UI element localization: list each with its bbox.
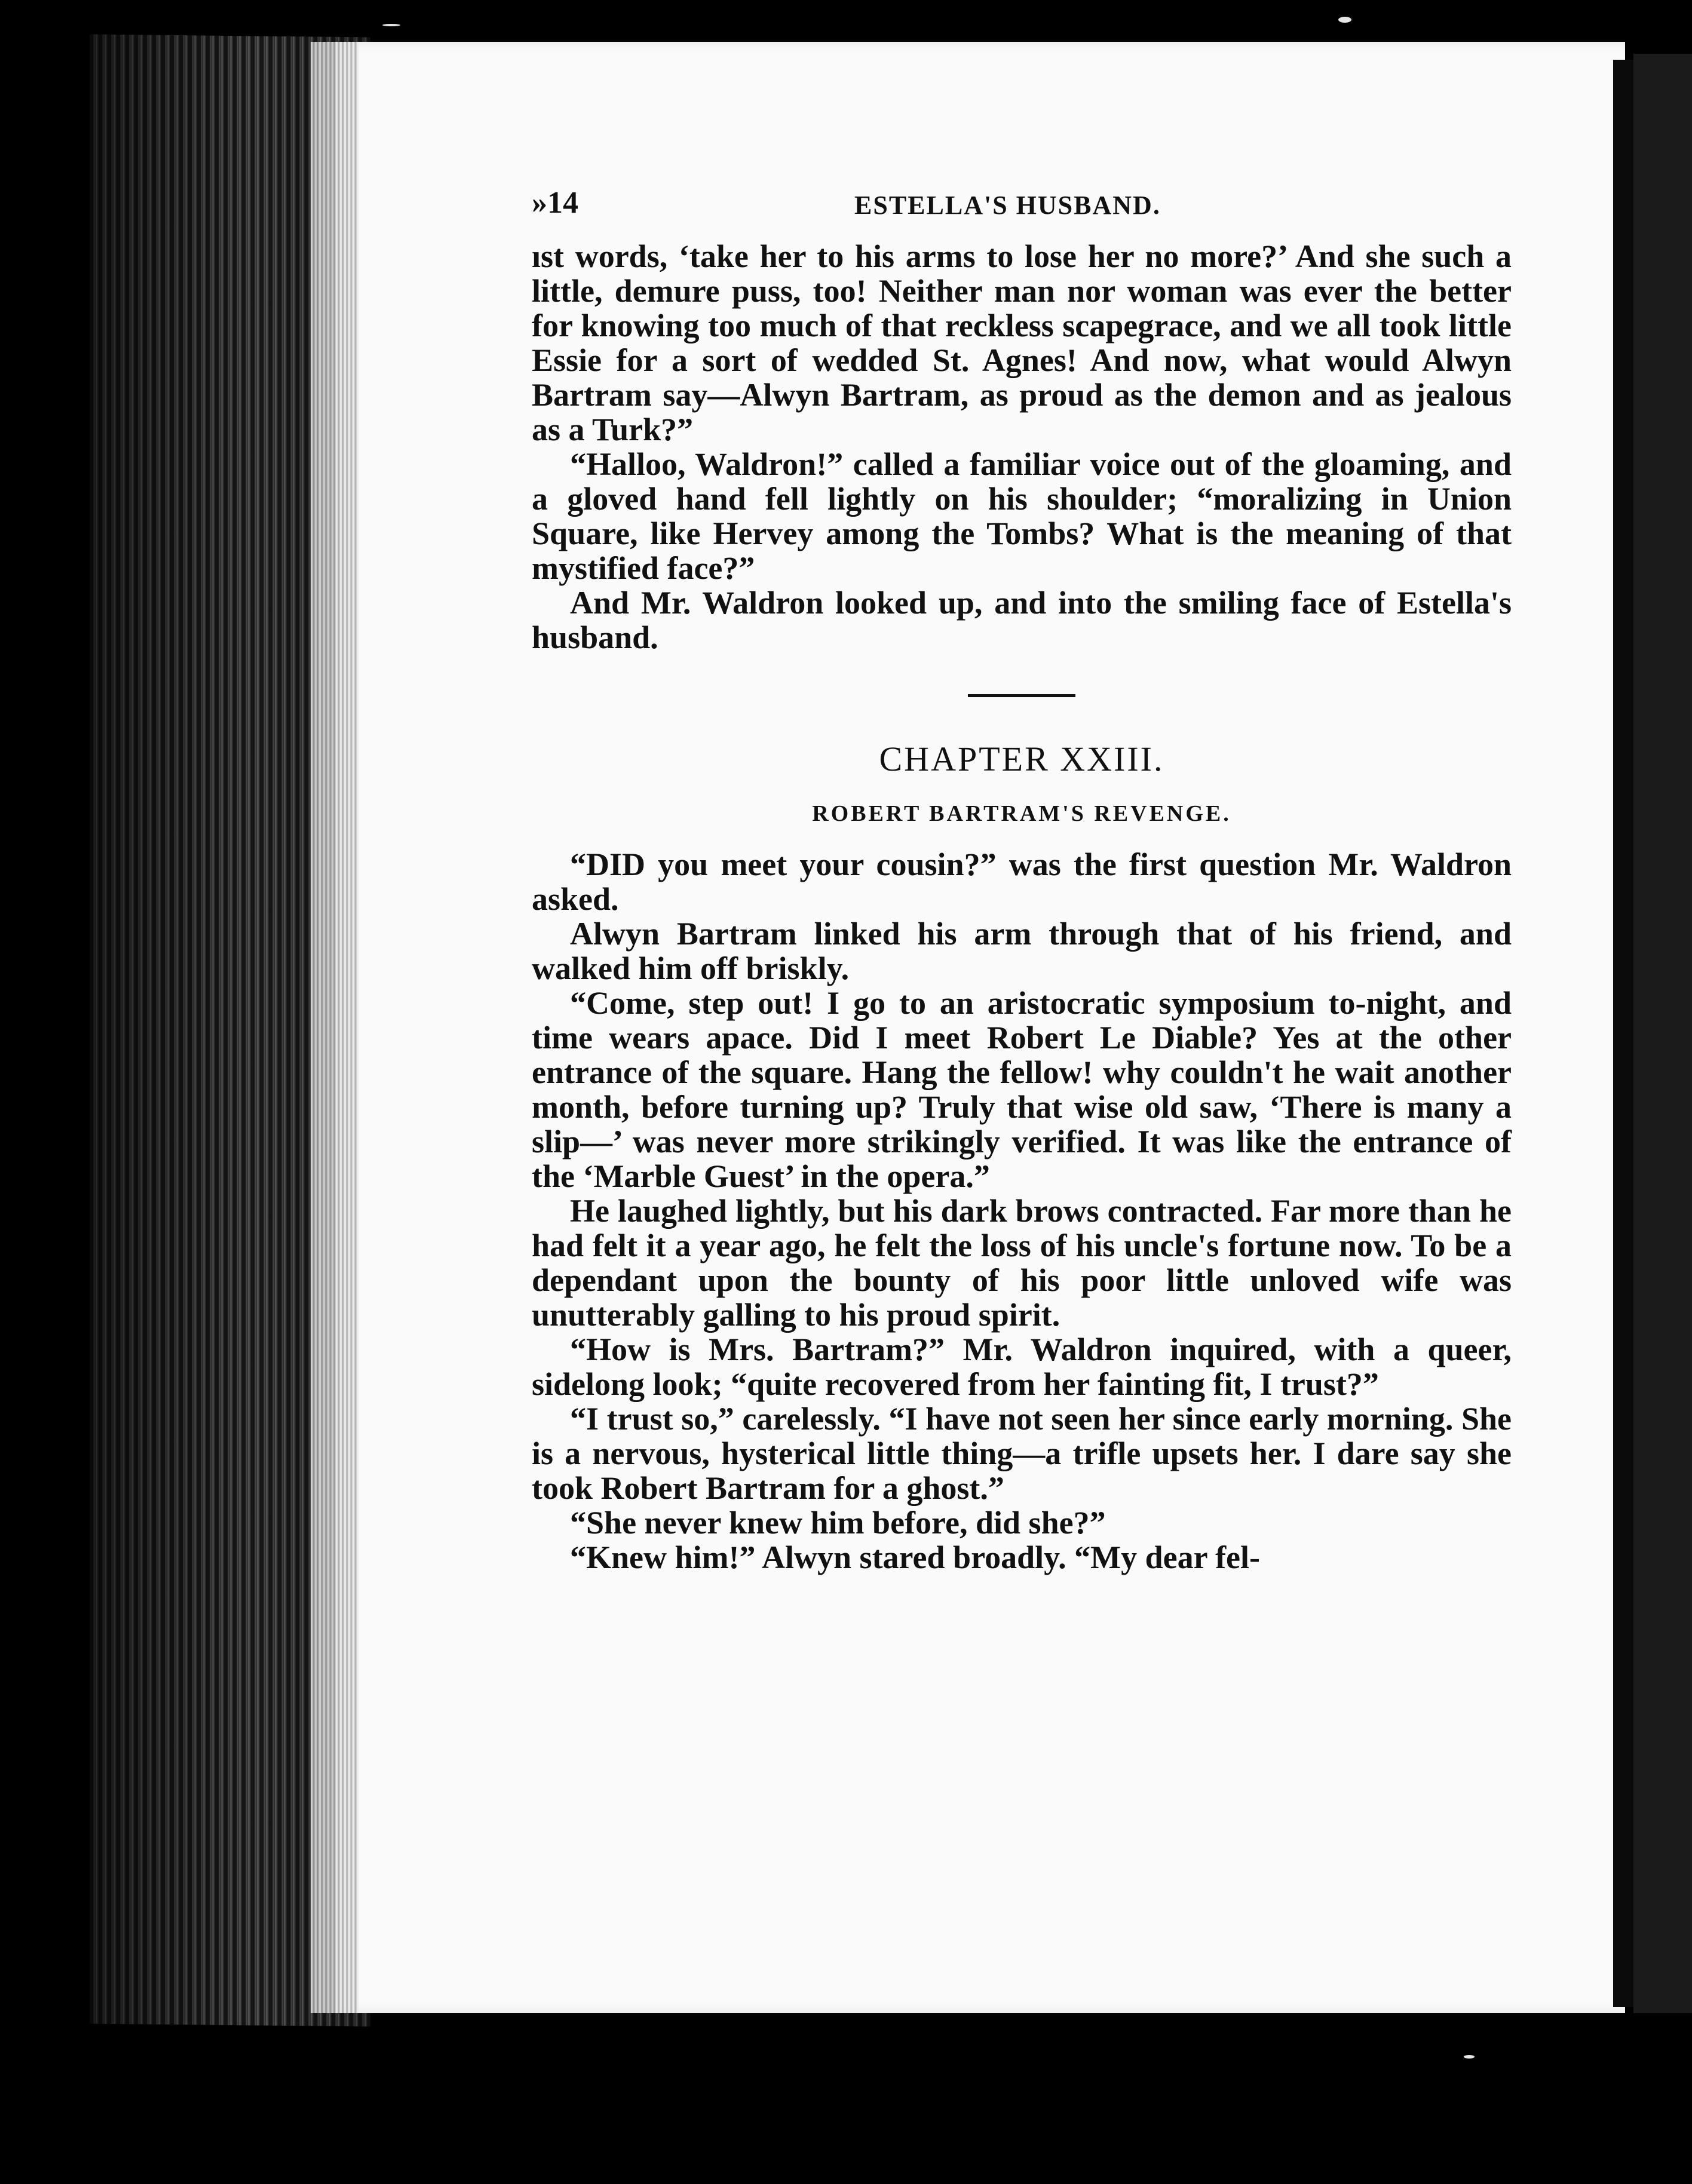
running-title: ESTELLA'S HUSBAND.: [854, 191, 1161, 220]
paragraph: “DID you meet your cousin?” was the first question Mr. Waldron asked.: [532, 846, 1512, 917]
right-gutter: [1613, 60, 1633, 2007]
chapter-title: CHAPTER XXIII.: [879, 740, 1164, 778]
paragraph: “How is Mrs. Bartram?” Mr. Waldron inquired, with a queer, sidelong look; “quite recovered from her fainting fit, I trust?”: [532, 1332, 1512, 1402]
running-head: [532, 185, 1512, 239]
facing-page-edge: [1633, 54, 1692, 2013]
paragraph: “Knew him!” Alwyn stared broadly. “My dear fel-: [570, 1539, 1261, 1575]
section-divider: [968, 694, 1075, 697]
dust-speck: [382, 24, 400, 26]
dust-speck: [1338, 17, 1351, 23]
text-block: [532, 185, 1512, 1575]
paragraph: “Halloo, Waldron!” called a familiar voice out of the gloaming, and a gloved hand fell lightly on his shoulder; “moralizing in Union Square, like Hervey among the Tombs? What is the meaning of that mystified face?”: [532, 446, 1512, 586]
page-edge-lines: [311, 42, 358, 2013]
page-number: »14: [532, 186, 578, 220]
paragraph: “Come, step out! I go to an aristocratic symposium to-night, and time wears apace. Did I meet Robert Le Diable? Yes at the other entrance of the square. Hang the fellow! why couldn't he wait another month, before turning up? Truly that wise old saw, ‘There is many a slip—’ was never more strikingly verified. It was like the entrance of the ‘Marble Guest’ in the opera.”: [532, 985, 1512, 1194]
paragraph: “I trust so,” carelessly. “I have not seen her since early morning. She is a nervous, hysterical little thing—a trifle upsets her. I dare say she took Robert Bartram for a ghost.”: [532, 1401, 1512, 1506]
chapter-subtitle: ROBERT BARTRAM'S REVENGE.: [812, 801, 1231, 826]
dust-speck: [1464, 2055, 1475, 2059]
paragraph: Alwyn Bartram linked his arm through that of his friend, and walked him off briskly.: [532, 916, 1512, 986]
paragraph: And Mr. Waldron looked up, and into the smiling face of Estella's husband.: [532, 585, 1512, 655]
paragraph: ıst words, ‘take her to his arms to lose her no more?’ And she such a little, demure puss, too! Neither man nor woman was ever the better for knowing too much of that reckless scapegrace, and we all took little Essie for a sort of wedded St. Agnes! And now, what would Alwyn Bartram say—Alwyn Bartram, as proud as the demon and as jealous as a Turk?”: [532, 238, 1512, 447]
paragraph: He laughed lightly, but his dark brows contracted. Far more than he had felt it a year ago, he felt the loss of his uncle's fortune now. To be a dependant upon the bounty of his poor little unloved wife was unutterably galling to his proud spirit.: [532, 1193, 1512, 1333]
paragraph: “She never knew him before, did she?”: [570, 1505, 1106, 1541]
